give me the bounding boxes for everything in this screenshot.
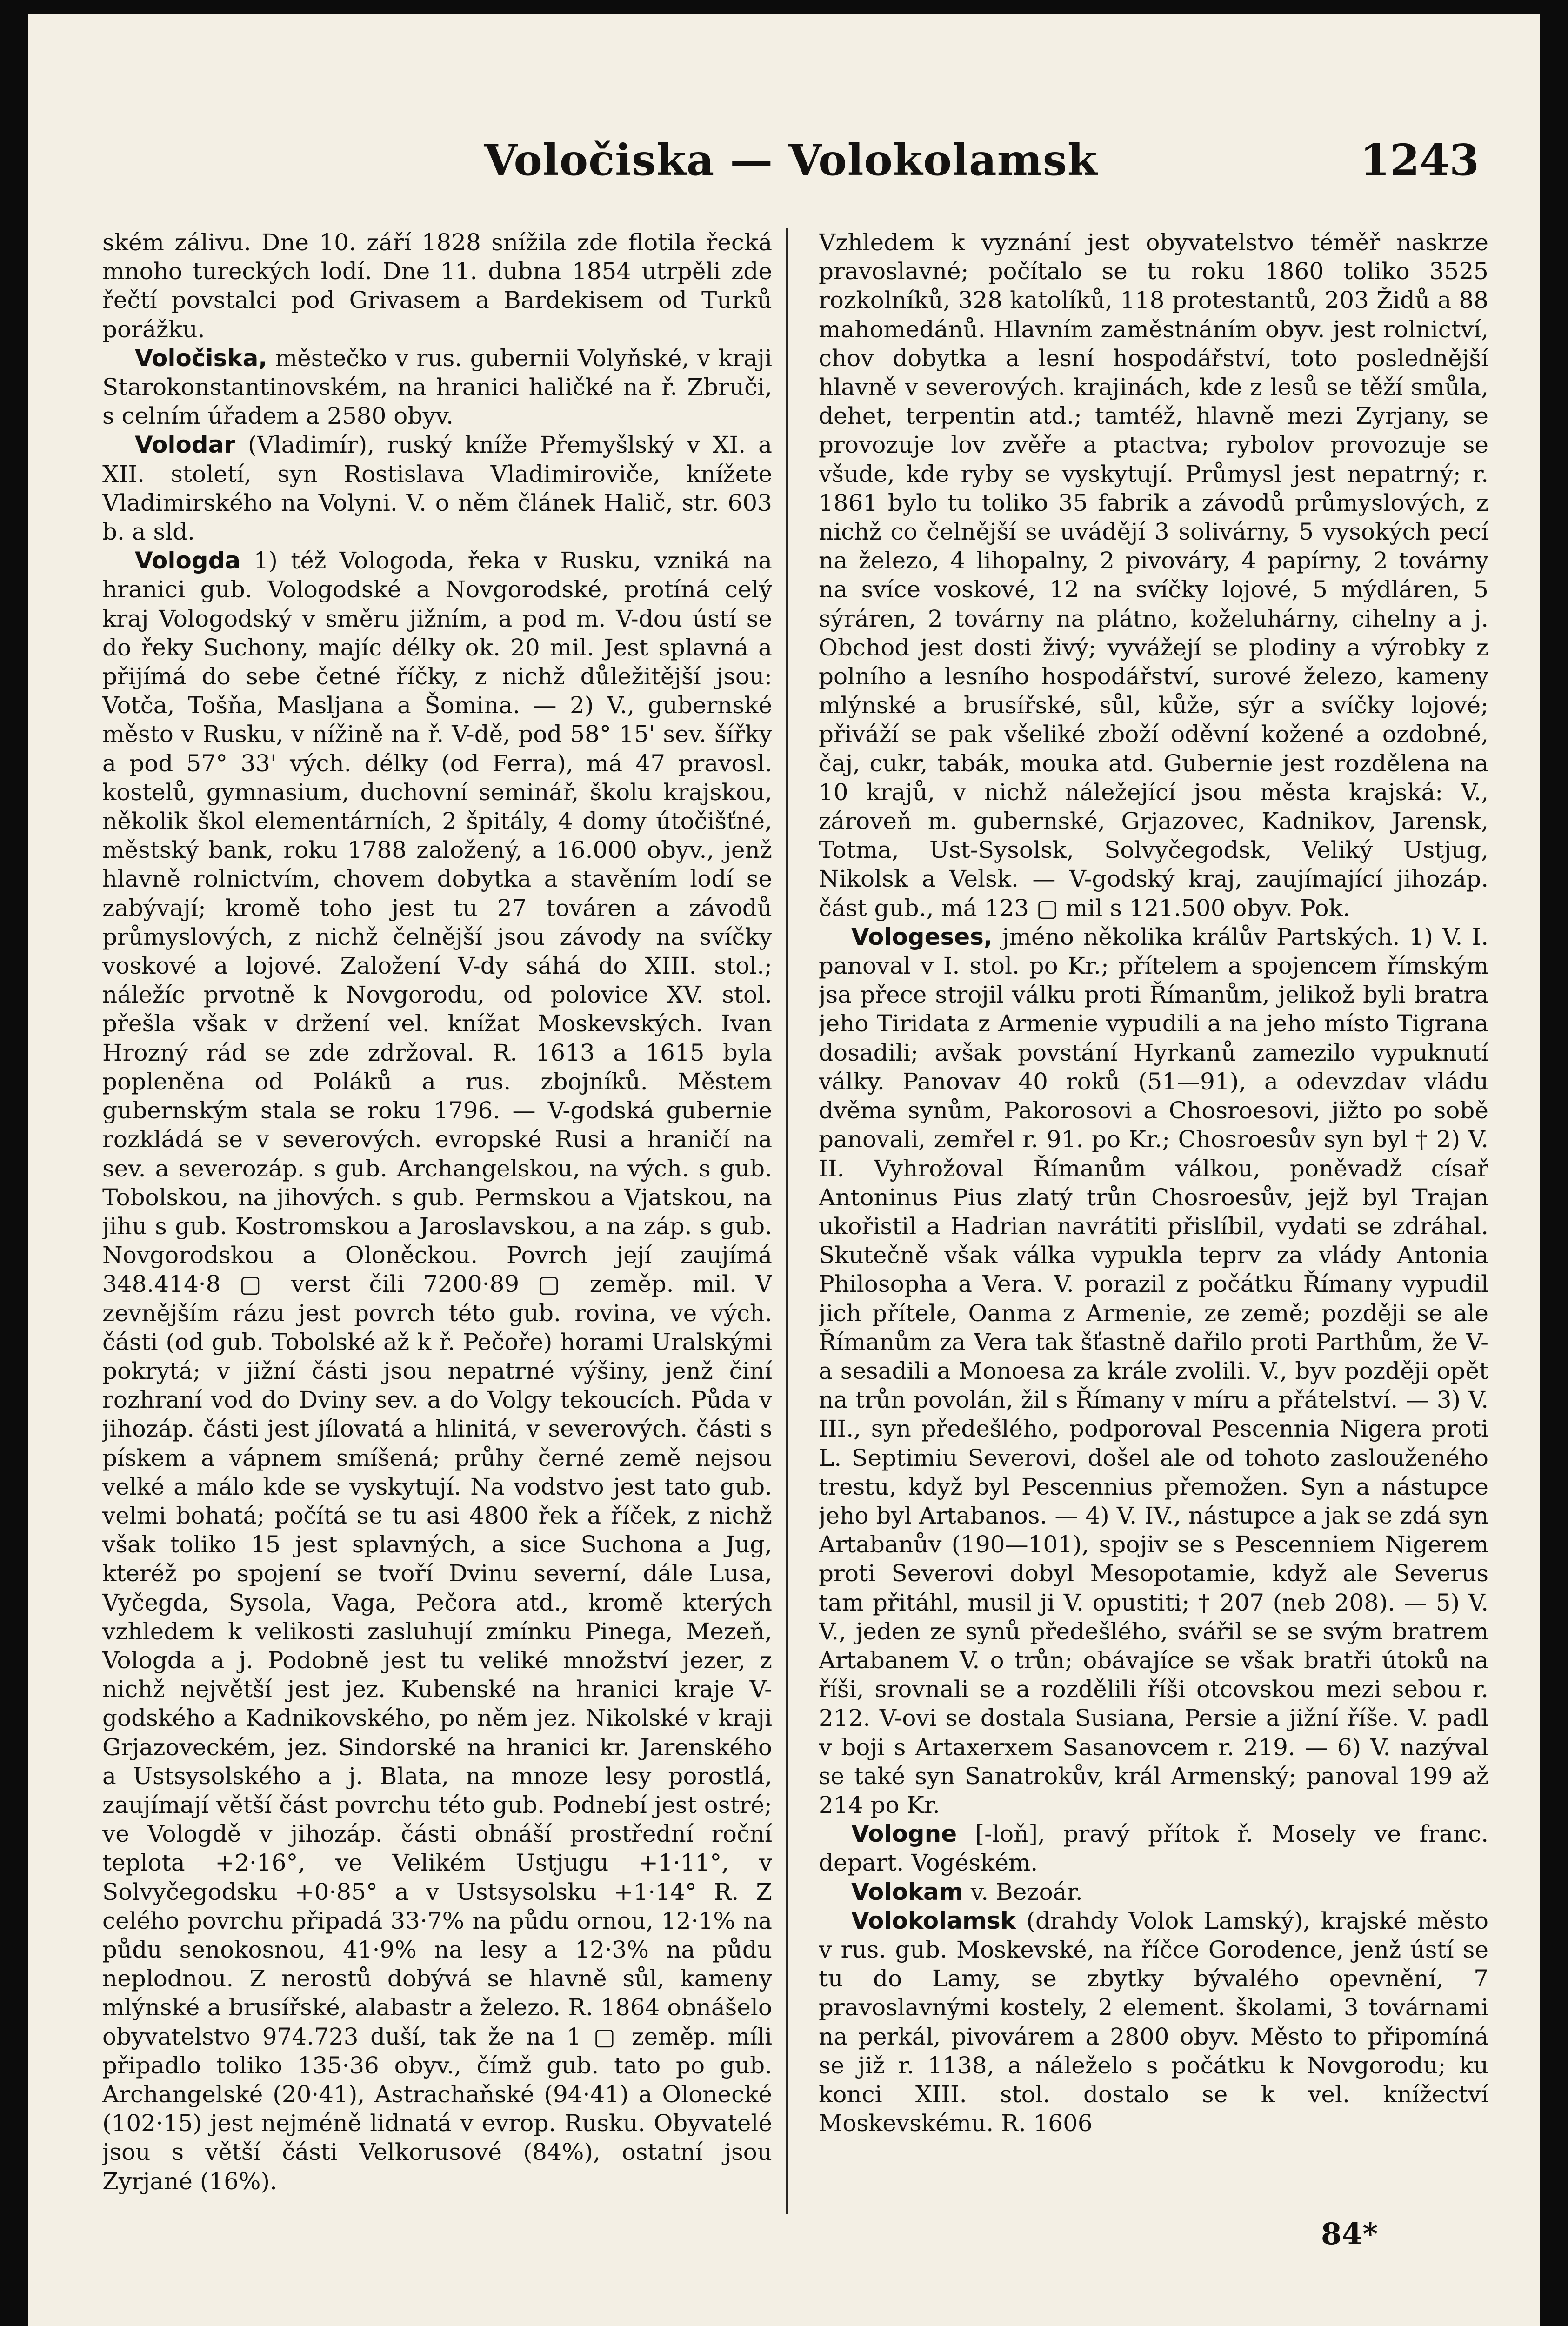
entry-text: [-loň], pravý přítok ř. Mosely ve franc. depart. Vogéském.	[819, 1820, 1488, 1877]
left-column	[102, 228, 772, 2205]
entry-text: v. Bezoár.	[963, 1878, 1083, 1905]
dictionary-entry	[102, 344, 772, 431]
entry-headword: Volodar	[135, 431, 235, 459]
entry-headword: Vologda	[135, 547, 241, 575]
dictionary-entry	[102, 430, 772, 546]
dictionary-entry	[819, 1819, 1488, 1877]
column-divider	[786, 228, 788, 2214]
entry-headword: Volokolamsk	[851, 1907, 1016, 1934]
dictionary-page	[28, 14, 1540, 2326]
dictionary-entry	[819, 1906, 1488, 2138]
page-number: 1243	[1360, 135, 1479, 185]
entry-headword: Voločiska,	[135, 344, 267, 372]
entry-continuation	[819, 228, 1488, 922]
dictionary-entry	[819, 1878, 1488, 1906]
entry-text: (drahdy Volok Lamský), krajské město v rus. gub. Moskevské, na říčce Gorodence, jenž ústí se tu do Lamy, se zbytky bývalého opevnění, 7 pravoslavnými kostely, 2 element. školami, 3 továrnami na perkál, pivovárem a 2800 obyv. Město to připomíná se již r. 1138, a náleželo s počátku k Novgorodu; ku konci XIII. stol. dostalo se k vel. knížectví Moskevskému. R. 1606	[819, 1907, 1488, 2137]
dictionary-entry	[819, 922, 1488, 1819]
entry-continuation	[102, 228, 772, 344]
entry-text: jméno několika králův Partských. 1) V. I. panoval v I. stol. po Kr.; přítelem a spojencem římským jsa přece strojil válku proti Římanům, jelikož byli bratra jeho Tiridata z Armenie vypudili a na jeho místo Tigrana dosadili; avšak povstání Hyrkanů zamezilo vypuknutí války. Panovav 40 roků (51—91), a odevzdav vládu dvěma synům, Pakorosovi a Chosroesovi, jižto po sobě panovali, zemřel r. 91. po Kr.; Chosroesův syn byl † 2) V. II. Vyhrožoval Římanům válkou, poněvadž císař Antoninus Pius zlatý trůn Chosroesův, jejž byl Trajan ukořistil a Hadrian navrátiti přislíbil, vydati se zdráhal. Skutečně však válka vypukla teprv za vlády Antonia Philosopha a Vera. V. porazil z počátku Římany vypudil jich přítele, Oanma z Armenie, ze země; později se ale Římanům za Vera tak šťastně dařilo proti Parthům, že V-a sesadili a Monoesa za krále zvolili. V., byv později opět na trůn povolán, žil s Římany v míru a přátelství. — 3) V. III., syn předešlého, podporoval Pescennia Nigera proti L. Septimiu Severovi, došel ale od tohoto zaslouženého trestu, když byl Pescennius přemožen. Syn a nástupce jeho byl Artabanos. — 4) V. IV., nástupce a jak se zdá syn Artabanův (190—101), spojiv se s Pescenniem Nigerem proti Severovi dobyl Mesopotamie, když ale Severus tam přitáhl, musil ji V. opustiti; † 207 (neb 208). — 5) V. V., jeden ze synů předešlého, svářil se se svým bratrem Artabanem V. o trůn; obávajíce se však bratři útoků na říši, srovnali se a rozdělili říši otcovskou mezi sebou r. 212. V-ovi se dostala Susiana, Persie a jižní říše. V. padl v boji s Artaxerxem Sasanovcem r. 219. — 6) V. nazýval se také syn Sanatrokův, král Armenský; panoval 199 až 214 po Kr.	[819, 923, 1488, 1818]
entry-headword: Volokam	[851, 1878, 963, 1905]
entry-text: 1) též Vologoda, řeka v Rusku, vzniká na hranici gub. Vologodské a Novgorodské, protíná celý kraj Vologodský v směru jižním, a pod m. V-dou ústí se do řeky Suchony, majíc délky ok. 20 mil. Jest splavná a přijímá do sebe četné říčky, z nichž důležitější jsou: Votča, Tošňa, Masljana a Šomina. — 2) V., gubernské město v Rusku, v nížině na ř. V-dě, pod 58° 15' sev. šířky a pod 57° 33' vých. délky (od Ferra), má 47 pravosl. kostelů, gymnasium, duchovní seminář, školu krajskou, několik škol elementárních, 2 špitály, 4 domy útočišťné, městský bank, roku 1788 založený, a 16.000 obyv., jenž hlavně rolnictvím, chovem dobytka a stavěním lodí se zabývají; kromě toho jest tu 27 továren a závodů průmyslových, z nichž čelnější jsou závody na svíčky voskové a lojové. Založení V-dy sáhá do XIII. stol.; náležíc prvotně k Novgorodu, od polovice XV. stol. přešla však v držení vel. knížat Moskevských. Ivan Hrozný rád se zde zdržoval. R. 1613 a 1615 byla popleněna od Poláků a rus. zbojníků. Městem gubernským stala se roku 1796. — V-godská gubernie rozkládá se v severových. evropské Rusi a hraničí na sev. a severozáp. s gub. Archangelskou, na vých. s gub. Tobolskou, na jihových. s gub. Permskou a Vjatskou, na jihu s gub. Kostromskou a Jaroslavskou, a na záp. s gub. Novgorodskou a Oloněckou. Povrch její zaujímá 348.414·8 ▢ verst čili 7200·89 ▢ zeměp. mil. V zevnějším rázu jest povrch této gub. rovina, ve vých. části (od gub. Tobolské až k ř. Pečoře) horami Uralskými pokrytá; v jižní části jsou nepatrné výšiny, jenž činí rozhraní vod do Dviny sev. a do Volgy tekoucích. Půda v jihozáp. části jest jílovatá a hlinitá, v severových. části s pískem a vápnem smíšená; průhy černé země nejsou velké a málo kde se vyskytují. Na vodstvo jest tato gub. velmi bohatá; počítá se tu asi 4800 řek a říček, z nichž však toliko 15 jest splavných, a sice Suchona a Jug, kteréž po spojení se tvoří Dvinu severní, dále Lusa, Vyčegda, Sysola, Vaga, Pečora atd., kromě kterých vzhledem k velikosti zasluhují zmínku Pinega, Mezeň, Vologda a j. Podobně jest tu veliké množství jezer, z nichž největší jest jez. Kubenské na hranici kraje V-godského a Kadnikovského, po něm jez. Nikolské v kraji Grjazoveckém, jez. Sindorské na hranici kr. Jarenského a Ustsysolského a j. Blata, na mnoze lesy porostlá, zaujímají větší část povrchu této gub. Podnebí jest ostré; ve Vologdě v jihozáp. části obnáší prostřední roční teplota +2·16°, ve Velikém Ustjugu +1·11°, v Solvyčegodsku +0·85° a v Ustsysolsku +1·14° R. Z celého povrchu připadá 33·7% na půdu ornou, 12·1% na půdu senokosnou, 41·9% na lesy a 12·3% na půdu neplodnou. Z nerostů dobývá se hlavně sůl, kameny mlýnské a brusířské, alabastr a železo. R. 1864 obnášelo obyvatelstvo 974.723 duší, tak že na 1 ▢ zeměp. míli připadlo toliko 135·36 obyv., čímž gub. tato po gub. Archangelské (20·41), Astrachaňské (94·41) a Olonecké (102·15) jest nejméně lidnatá v evrop. Rusku. Obyvatelé jsou s větší části Velkorusové (84%), ostatní jsou Zyrjané (16%).	[102, 547, 772, 2195]
entry-headword: Vologne	[851, 1820, 957, 1848]
right-column	[819, 228, 1488, 2205]
running-head-title: Voločiska — Volokolamsk	[484, 135, 1098, 185]
entry-text: Vzhledem k vyznání jest obyvatelstvo téměř naskrze pravoslavné; počítalo se tu roku 1860 toliko 3525 rozkolníků, 328 katolíků, 118 protestantů, 203 Židů a 88 mahomedánů. Hlavním zaměstnáním obyv. jest rolnictví, chov dobytka a lesní hospodářství, toto poslednější hlavně v severových. krajinách, kde z lesů se těží smůla, dehet, terpentin atd.; tamtéž, hlavně mezi Zyrjany, se provozuje lov zvěře a ptactva; rybolov provozuje se všude, kde ryby se vyskytují. Průmysl jest nepatrný; r. 1861 bylo tu toliko 35 fabrik a závodů průmyslových, z nichž co čelnější se uvádějí 3 solivárny, 5 vysokých pecí na železo, 4 lihopalny, 2 pivováry, 4 papírny, 2 továrny na svíce voskové, 12 na svíčky lojové, 5 mýdláren, 5 sýráren, 2 továrny na plátno, koželuhárny, cihelny a j. Obchod jest dosti živý; vyvážejí se plodiny a výrobky z polního a lesního hospodářství, surové železo, kameny mlýnské a brusířské, sůl, kůže, sýr a svíčky lojové; přiváží se pak všeliké zboží oděvní kožené a ozdobné, čaj, cukr, tabák, mouka atd. Gubernie jest rozdělena na 10 krajů, v nichž náležející jsou města krajská: V., zároveň m. gubernské, Grjazovec, Kadnikov, Jarensk, Totma, Ust-Sysolsk, Solvyčegodsk, Veliký Ustjug, Nikolsk a Velsk. — V-godský kraj, zaujímající jihozáp. část gub., má 123 ▢ mil s 121.500 obyv. Pok.	[819, 229, 1488, 922]
entry-headword: Vologeses,	[851, 923, 993, 950]
entry-text: (Vladimír), ruský kníže Přemyšlský v XI. a XII. století, syn Rostislava Vladimiroviče, knížete Vladimirského na Volyni. V. o něm článek Halič, str. 603 b. a sld.	[102, 431, 772, 546]
page-header	[102, 135, 1479, 200]
dictionary-entry	[102, 546, 772, 2196]
signature-mark: 84*	[1321, 2217, 1378, 2252]
entry-text: ském zálivu. Dne 10. září 1828 snížila zde flotila řecká mnoho tureckých lodí. Dne 11. dubna 1854 utrpěli zde řečtí povstalci pod Grivasem a Bardekisem od Turků porážku.	[102, 229, 772, 343]
entry-text: městečko v rus. gubernii Volyňské, v kraji Starokonstantinovském, na hranici haličké na ř. Zbruči, s celním úřadem a 2580 obyv.	[102, 344, 772, 430]
